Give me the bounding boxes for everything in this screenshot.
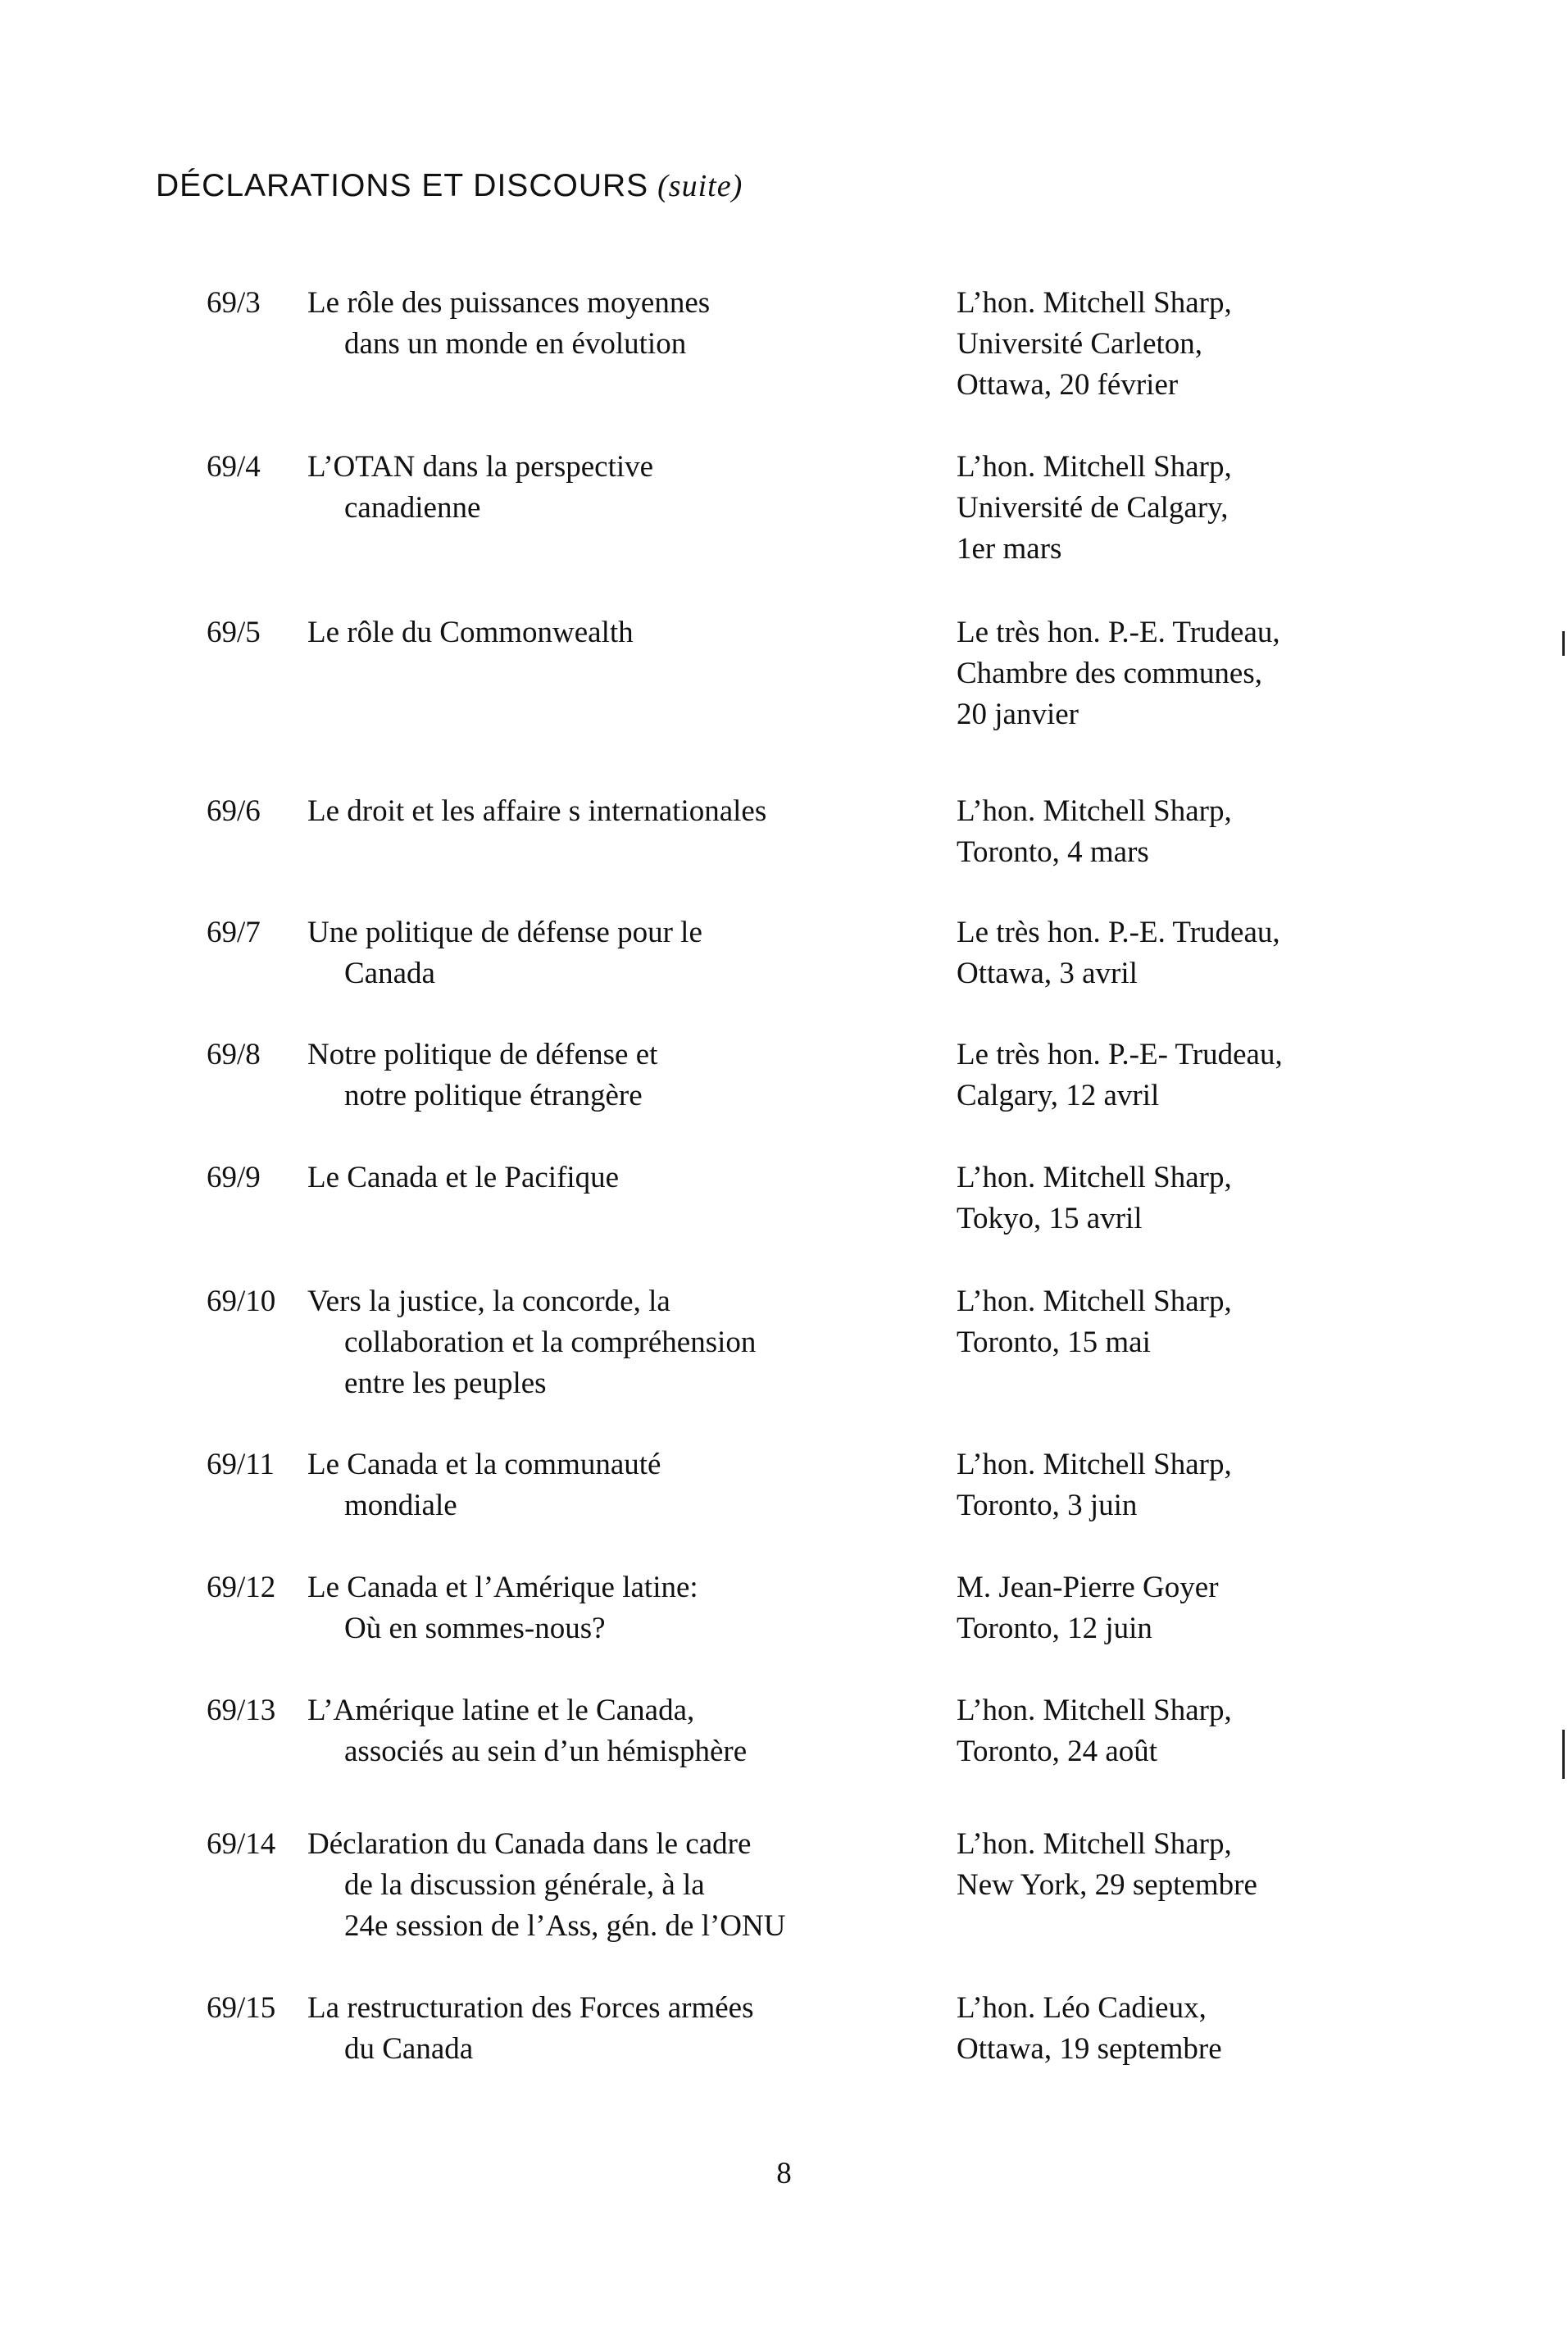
speech-speaker-line: Tokyo, 15 avril — [957, 1202, 1143, 1235]
speech-title — [307, 1824, 914, 1947]
speech-speaker-line: L’hon. Mitchell Sharp, — [957, 1827, 1232, 1861]
speech-speaker — [957, 1035, 1530, 1116]
speech-speaker-line: L’hon. Léo Cadieux, — [957, 1991, 1207, 2025]
speech-title-line: L’OTAN dans la perspective — [307, 450, 654, 484]
speech-speaker — [957, 447, 1530, 570]
speech-speaker-line: 1er mars — [957, 532, 1062, 566]
speech-speaker-line: 20 janvier — [957, 698, 1079, 731]
speech-speaker — [957, 1567, 1530, 1649]
speech-number: 69/11 — [207, 1448, 275, 1481]
speech-speaker-line: Toronto, 4 mars — [957, 835, 1149, 869]
speech-speaker-line: Toronto, 24 août — [957, 1735, 1158, 1768]
speech-title-line: canadienne — [344, 491, 481, 525]
speech-speaker — [957, 912, 1530, 994]
speech-speaker-line: Université Carleton, — [957, 327, 1203, 361]
speech-title-line: Le rôle du Commonwealth — [307, 616, 634, 649]
speech-number: 69/9 — [207, 1161, 261, 1194]
speech-title-line: Le Canada et l’Amérique latine: — [307, 1571, 698, 1604]
speech-speaker — [957, 283, 1530, 406]
speech-number: 69/14 — [207, 1827, 276, 1861]
speech-title — [307, 1035, 914, 1116]
section-heading-title: DÉCLARATIONS ET DISCOURS — [156, 168, 649, 203]
speech-speaker-line: L’hon. Mitchell Sharp, — [957, 1694, 1232, 1727]
speech-title-line: du Canada — [344, 2032, 474, 2066]
speech-speaker-line: Chambre des communes, — [957, 657, 1262, 690]
speech-speaker-line: L’hon. Mitchell Sharp, — [957, 1285, 1232, 1318]
speech-title — [307, 283, 914, 365]
speech-title — [307, 612, 914, 653]
speech-speaker-line: L’hon. Mitchell Sharp, — [957, 794, 1232, 828]
speech-title-line: Vers la justice, la concorde, la — [307, 1285, 670, 1318]
speech-title-line: L’Amérique latine et le Canada, — [307, 1694, 695, 1727]
speech-speaker-line: M. Jean-Pierre Goyer — [957, 1571, 1219, 1604]
speech-speaker — [957, 1444, 1530, 1526]
speech-speaker-line: Le très hon. P.-E. Trudeau, — [957, 616, 1280, 649]
speech-speaker — [957, 1988, 1530, 2070]
speech-title-line: La restructuration des Forces armées — [307, 1991, 754, 2025]
speech-title-line: Le Canada et le Pacifique — [307, 1161, 620, 1194]
speech-number: 69/10 — [207, 1285, 276, 1318]
speech-number: 69/7 — [207, 916, 261, 949]
speech-speaker-line: L’hon. Mitchell Sharp, — [957, 286, 1232, 320]
speech-speaker-line: Ottawa, 3 avril — [957, 957, 1138, 990]
speech-title-line: 24e session de l’Ass, gén. de l’ONU — [344, 1909, 786, 1943]
speech-speaker-line: Le très hon. P.-E. Trudeau, — [957, 916, 1280, 949]
speech-title-line: Notre politique de défense et — [307, 1038, 658, 1071]
speech-speaker-line: L’hon. Mitchell Sharp, — [957, 1448, 1232, 1481]
speech-speaker-line: Toronto, 3 juin — [957, 1489, 1138, 1522]
speech-title-line: associés au sein d’un hémisphère — [344, 1735, 748, 1768]
speech-title-line: Le rôle des puissances moyennes — [307, 286, 711, 320]
speech-title-line: mondiale — [344, 1489, 457, 1522]
speech-title-line: Le droit et les affaire s internationales — [307, 794, 767, 828]
speech-speaker-line: Toronto, 12 juin — [957, 1612, 1152, 1645]
speech-title — [307, 1567, 914, 1649]
scan-artifact — [1562, 631, 1565, 656]
speech-title — [307, 447, 914, 529]
speech-speaker — [957, 791, 1530, 873]
speech-title — [307, 912, 914, 994]
speech-number: 69/6 — [207, 794, 261, 828]
speech-speaker-line: Université de Calgary, — [957, 491, 1229, 525]
speech-title-line: de la discussion générale, à la — [344, 1868, 705, 1902]
page-number: 8 — [776, 2157, 792, 2190]
speech-title — [307, 1157, 914, 1198]
speech-speaker-line: Calgary, 12 avril — [957, 1079, 1160, 1112]
speech-title-line: Où en sommes-nous? — [344, 1612, 606, 1645]
speech-speaker — [957, 1824, 1530, 1906]
speech-title — [307, 791, 914, 832]
speech-speaker — [957, 612, 1530, 735]
speech-title — [307, 1690, 914, 1772]
speech-speaker-line: L’hon. Mitchell Sharp, — [957, 450, 1232, 484]
speech-speaker-line: L’hon. Mitchell Sharp, — [957, 1161, 1232, 1194]
speech-speaker — [957, 1281, 1530, 1363]
speech-title-line: Le Canada et la communauté — [307, 1448, 661, 1481]
speech-number: 69/15 — [207, 1991, 276, 2025]
speech-number: 69/12 — [207, 1571, 276, 1604]
speech-speaker-line: New York, 29 septembre — [957, 1868, 1257, 1902]
speech-speaker — [957, 1157, 1530, 1239]
speech-title-line: dans un monde en évolution — [344, 327, 687, 361]
scan-artifact — [1562, 1730, 1565, 1779]
speech-title — [307, 1988, 914, 2070]
speech-title-line: collaboration et la compréhension — [344, 1326, 757, 1359]
speech-title — [307, 1281, 914, 1404]
speech-number: 69/8 — [207, 1038, 261, 1071]
speech-number: 69/5 — [207, 616, 261, 649]
speech-number: 69/3 — [207, 286, 261, 320]
speech-speaker-line: Ottawa, 19 septembre — [957, 2032, 1222, 2066]
speech-number: 69/4 — [207, 450, 261, 484]
speech-speaker — [957, 1690, 1530, 1772]
section-heading — [156, 166, 743, 204]
section-heading-suffix: (suite) — [657, 169, 743, 203]
speech-title-line: entre les peuples — [344, 1367, 547, 1400]
speech-title-line: Une politique de défense pour le — [307, 916, 702, 949]
speech-title — [307, 1444, 914, 1526]
speech-number: 69/13 — [207, 1694, 276, 1727]
speech-speaker-line: Toronto, 15 mai — [957, 1326, 1151, 1359]
speech-speaker-line: Ottawa, 20 février — [957, 368, 1179, 402]
speech-title-line: Canada — [344, 957, 435, 990]
speech-title-line: notre politique étrangère — [344, 1079, 643, 1112]
speech-title-line: Déclaration du Canada dans le cadre — [307, 1827, 752, 1861]
speech-speaker-line: Le très hon. P.-E- Trudeau, — [957, 1038, 1283, 1071]
